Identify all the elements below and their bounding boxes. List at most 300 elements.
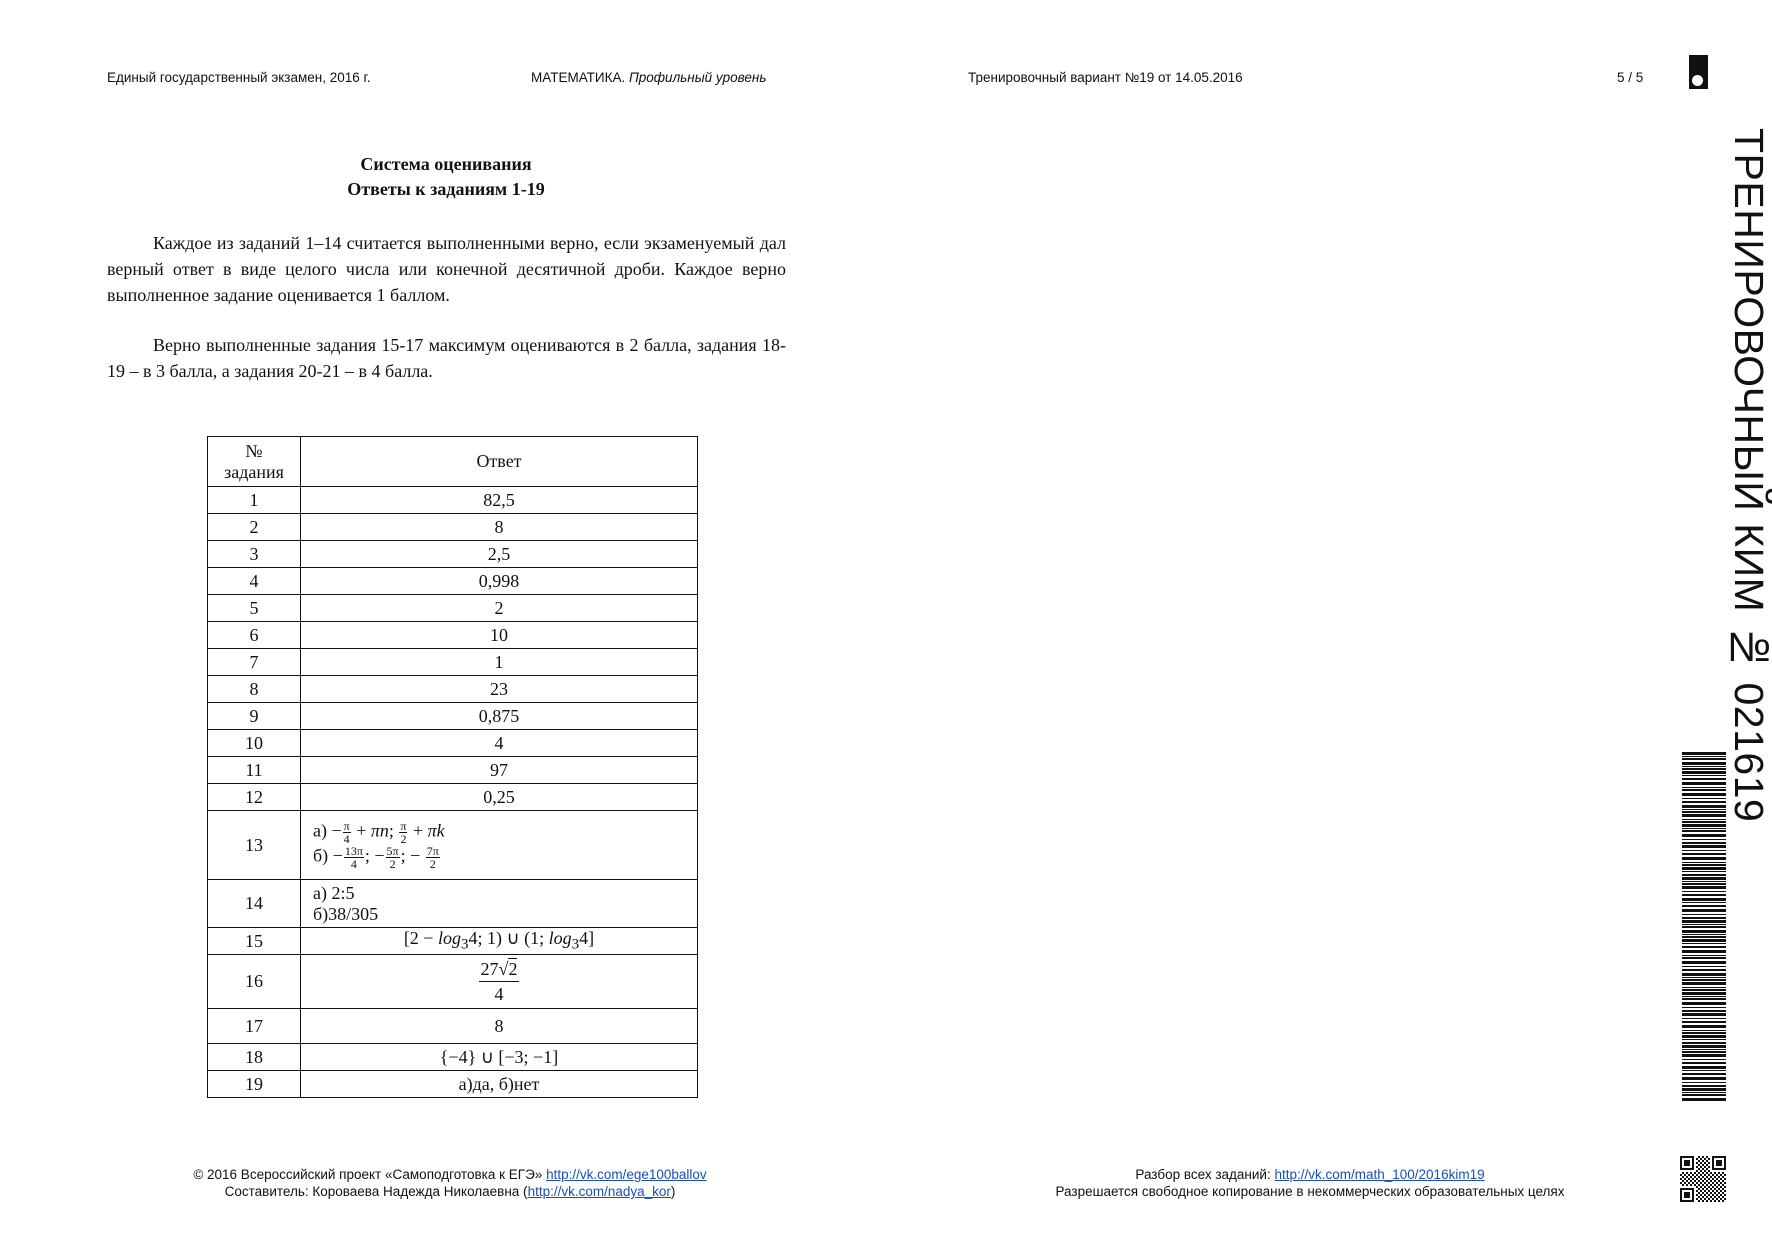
- qr-module: [1706, 1168, 1708, 1170]
- qr-module: [1692, 1182, 1694, 1184]
- qr-module: [1708, 1162, 1710, 1164]
- barcode-bar: [1682, 1030, 1726, 1031]
- qr-module: [1724, 1182, 1726, 1184]
- barcode-bar: [1682, 894, 1726, 896]
- barcode-bar: [1682, 850, 1726, 851]
- barcode-bar: [1682, 1088, 1726, 1091]
- qr-module: [1702, 1168, 1704, 1170]
- barcode-bar: [1682, 909, 1726, 912]
- qr-module: [1722, 1180, 1724, 1182]
- qr-module: [1712, 1190, 1714, 1192]
- task-answer: 8: [301, 1009, 698, 1044]
- header-variant: Тренировочный вариант №19 от 14.05.2016: [968, 70, 1243, 85]
- task-answer: [$2 - \log_34$; 1) ∪ (1; $\log_34$]: [301, 928, 698, 955]
- qr-module: [1702, 1184, 1704, 1186]
- barcode-bar: [1682, 934, 1726, 935]
- qr-module: [1682, 1172, 1684, 1174]
- task-number: 5: [208, 595, 301, 622]
- barcode-bar: [1682, 1059, 1726, 1060]
- barcode-bar: [1682, 809, 1726, 810]
- page-title: Система оценивания: [360, 154, 532, 174]
- qr-module: [1702, 1196, 1704, 1198]
- barcode-bar: [1682, 798, 1726, 799]
- table-row-14: [208, 880, 698, 928]
- barcode-bar: [1682, 950, 1726, 953]
- qr-module: [1694, 1180, 1696, 1182]
- barcode-bar: [1682, 782, 1726, 785]
- barcode-bar: [1682, 917, 1726, 919]
- qr-module: [1698, 1192, 1700, 1194]
- table-row-6: [208, 622, 698, 649]
- barcode-bar: [1682, 871, 1726, 872]
- qr-module: [1706, 1192, 1708, 1194]
- page-number: 5 / 5: [1617, 70, 1644, 85]
- qr-module: [1704, 1166, 1706, 1168]
- barcode-bar: [1682, 891, 1726, 892]
- qr-module: [1698, 1180, 1700, 1182]
- qr-module: [1708, 1190, 1710, 1192]
- barcode-bar: [1682, 936, 1726, 938]
- qr-module: [1722, 1176, 1724, 1178]
- barcode-bar: [1682, 1021, 1726, 1023]
- task-answer: 2,5: [301, 541, 698, 568]
- qr-module: [1712, 1182, 1714, 1184]
- barcode-bar: [1682, 930, 1726, 933]
- task-number: 3: [208, 541, 301, 568]
- author-link[interactable]: http://vk.com/nadya_kor: [527, 1184, 671, 1199]
- qr-module: [1708, 1182, 1710, 1184]
- barcode-bar: [1682, 756, 1726, 757]
- qr-module: [1702, 1156, 1704, 1158]
- qr-module: [1706, 1184, 1708, 1186]
- qr-module: [1704, 1182, 1706, 1184]
- table-row-8: [208, 676, 698, 703]
- page-subtitle: Ответы к заданиям 1-19: [347, 179, 545, 199]
- qr-module: [1686, 1172, 1688, 1174]
- footer-author: [150, 1184, 750, 1199]
- qr-module: [1714, 1188, 1716, 1190]
- barcode-bar: [1682, 886, 1726, 889]
- answer-14b: б)38/305: [313, 903, 379, 924]
- barcode-bar: [1682, 1082, 1726, 1083]
- qr-module: [1708, 1194, 1710, 1196]
- qr-module: [1710, 1180, 1712, 1182]
- barcode-bar: [1682, 957, 1726, 959]
- barcode-bar: [1682, 762, 1726, 765]
- qr-module: [1710, 1184, 1712, 1186]
- qr-module: [1696, 1166, 1698, 1168]
- barcode-bar: [1682, 775, 1726, 776]
- table-row-3: [208, 541, 698, 568]
- qr-module: [1712, 1198, 1714, 1200]
- qr-module: [1698, 1200, 1700, 1202]
- task-answer: 0,25: [301, 784, 698, 811]
- qr-module: [1716, 1190, 1718, 1192]
- task-number: 4: [208, 568, 301, 595]
- answer-14a: а) 2:5: [313, 882, 355, 903]
- qr-module: [1682, 1176, 1684, 1178]
- qr-module: [1710, 1176, 1712, 1178]
- barcode-bar: [1682, 1018, 1726, 1019]
- qr-module: [1702, 1172, 1704, 1174]
- qr-module: [1706, 1172, 1708, 1174]
- qr-module: [1700, 1190, 1702, 1192]
- table-row-16: [208, 955, 698, 1009]
- qr-module: [1684, 1182, 1686, 1184]
- barcode-bar: [1682, 766, 1726, 767]
- barcode-bar: [1682, 1054, 1726, 1057]
- barcode-bar: [1682, 839, 1726, 840]
- footer-copyright: [150, 1167, 750, 1182]
- task-answer: 10: [301, 622, 698, 649]
- qr-module: [1682, 1184, 1684, 1186]
- barcode-bar: [1682, 979, 1726, 981]
- qr-module: [1704, 1194, 1706, 1196]
- qr-module: [1690, 1176, 1692, 1178]
- qr-module: [1688, 1178, 1690, 1180]
- qr-module: [1702, 1200, 1704, 1202]
- qr-module: [1714, 1196, 1716, 1198]
- qr-module: [1704, 1190, 1706, 1192]
- barcode-icon: [1682, 752, 1726, 1102]
- qr-module: [1700, 1162, 1702, 1164]
- task-answer: 4: [301, 730, 698, 757]
- qr-module: [1710, 1196, 1712, 1198]
- footer-analysis: [1000, 1167, 1620, 1182]
- qr-module: [1712, 1174, 1714, 1176]
- qr-module: [1718, 1180, 1720, 1182]
- table-row-4: [208, 568, 698, 595]
- barcode-bar: [1682, 1042, 1726, 1044]
- qr-module: [1702, 1188, 1704, 1190]
- qr-module: [1698, 1164, 1700, 1166]
- qr-module: [1686, 1176, 1688, 1178]
- barcode-bar: [1682, 926, 1726, 928]
- qr-module: [1718, 1176, 1720, 1178]
- answer-13b: б) − $\frac{13\pi}{4}$ ; − $\frac{5\pi}{2}$ ; − $\frac{7\pi}{2}$: [313, 844, 439, 871]
- barcode-bar: [1682, 811, 1726, 813]
- barcode-bar: [1682, 883, 1726, 885]
- barcode-bar: [1682, 920, 1726, 923]
- barcode-bar: [1682, 787, 1726, 788]
- task-number: 14: [208, 880, 301, 928]
- author-text: Составитель: Короваева Надежда Николаевна (: [224, 1184, 528, 1199]
- qr-finder: [1716, 1160, 1722, 1166]
- qr-module: [1696, 1162, 1698, 1164]
- table-row-1: [208, 487, 698, 514]
- qr-module: [1708, 1166, 1710, 1168]
- barcode-bar: [1682, 824, 1726, 827]
- barcode-bar: [1682, 814, 1726, 817]
- barcode-bar: [1682, 842, 1726, 844]
- qr-module: [1692, 1174, 1694, 1176]
- barcode-bar: [1682, 905, 1726, 907]
- barcode-bar: [1682, 1085, 1726, 1087]
- qr-module: [1710, 1188, 1712, 1190]
- qr-module: [1698, 1176, 1700, 1178]
- barcode-bar: [1682, 819, 1726, 820]
- qr-module: [1718, 1200, 1720, 1202]
- qr-module: [1714, 1200, 1716, 1202]
- qr-module: [1712, 1178, 1714, 1180]
- qr-module: [1706, 1200, 1708, 1202]
- task-number: 11: [208, 757, 301, 784]
- qr-module: [1696, 1194, 1698, 1196]
- qr-module: [1720, 1178, 1722, 1180]
- qr-module: [1704, 1162, 1706, 1164]
- barcode-bar: [1682, 864, 1726, 866]
- task-answer: 0,998: [301, 568, 698, 595]
- qr-module: [1706, 1160, 1708, 1162]
- task-answer: а)да, б)нет: [301, 1071, 698, 1098]
- barcode-bar: [1682, 793, 1726, 796]
- table-row-13: [208, 811, 698, 880]
- table-row-5: [208, 595, 698, 622]
- qr-module: [1716, 1182, 1718, 1184]
- qr-module: [1696, 1182, 1698, 1184]
- task-number: 9: [208, 703, 301, 730]
- qr-finder: [1684, 1192, 1690, 1198]
- qr-module: [1722, 1188, 1724, 1190]
- barcode-bar: [1682, 805, 1726, 808]
- barcode-bar: [1682, 943, 1726, 944]
- qr-module: [1712, 1194, 1714, 1196]
- table-row-7: [208, 649, 698, 676]
- qr-module: [1694, 1176, 1696, 1178]
- table-row-18: [208, 1044, 698, 1071]
- qr-module: [1700, 1170, 1702, 1172]
- qr-module: [1716, 1186, 1718, 1188]
- qr-module: [1708, 1186, 1710, 1188]
- qr-module: [1696, 1174, 1698, 1176]
- paragraph-2-text: Верно выполненные задания 15-17 максимум оцениваются в 2 балла, задания 18-19 – в 3 балла, а задания 20-21 – в 4 балла.: [107, 335, 786, 381]
- qr-module: [1698, 1188, 1700, 1190]
- task-answer: $\frac{27√2}{4}$: [301, 955, 698, 1009]
- barcode-bar: [1682, 1051, 1726, 1053]
- barcode-bar: [1682, 992, 1726, 995]
- task-number: 2: [208, 514, 301, 541]
- barcode-bar: [1682, 1062, 1726, 1064]
- table-row-19: [208, 1071, 698, 1098]
- author-suffix: ): [670, 1184, 676, 1199]
- barcode-bar: [1682, 1077, 1726, 1080]
- qr-module: [1708, 1170, 1710, 1172]
- barcode-bar: [1682, 982, 1726, 985]
- barcode-bar: [1682, 1070, 1726, 1071]
- qr-module: [1718, 1184, 1720, 1186]
- barcode-bar: [1682, 801, 1726, 803]
- logo-icon: [1689, 55, 1715, 89]
- qr-module: [1698, 1196, 1700, 1198]
- qr-module: [1724, 1198, 1726, 1200]
- header-subject: [531, 70, 766, 85]
- barcode-bar: [1682, 834, 1726, 837]
- task-answer: 2: [301, 595, 698, 622]
- qr-module: [1722, 1172, 1724, 1174]
- barcode-bar: [1682, 789, 1726, 791]
- task-number: 15: [208, 928, 301, 955]
- barcode-bar: [1682, 862, 1726, 863]
- answer-13a: а) − $\frac{\pi}{4}$ + πn; $\frac{\pi}{2}$ + πk: [313, 819, 445, 846]
- barcode-bar: [1682, 1013, 1726, 1016]
- qr-module: [1680, 1178, 1682, 1180]
- qr-module: [1682, 1180, 1684, 1182]
- qr-module: [1720, 1182, 1722, 1184]
- barcode-bar: [1682, 1092, 1726, 1093]
- barcode-bar: [1682, 821, 1726, 823]
- qr-module: [1690, 1172, 1692, 1174]
- task-answer: 0,875: [301, 703, 698, 730]
- qr-module: [1724, 1194, 1726, 1196]
- barcode-bar: [1682, 771, 1726, 774]
- qr-module: [1722, 1200, 1724, 1202]
- barcode-bar: [1682, 998, 1726, 1000]
- qr-module: [1694, 1184, 1696, 1186]
- qr-module: [1714, 1172, 1716, 1174]
- task-number: 7: [208, 649, 301, 676]
- task-answer: [301, 811, 698, 880]
- intro-paragraph-2: [107, 332, 786, 384]
- barcode-bar: [1682, 973, 1726, 976]
- task-answer: 23: [301, 676, 698, 703]
- qr-module: [1696, 1158, 1698, 1160]
- qr-module: [1680, 1182, 1682, 1184]
- qr-module: [1708, 1158, 1710, 1160]
- qr-module: [1722, 1184, 1724, 1186]
- table-header-row: [208, 437, 698, 487]
- qr-module: [1716, 1198, 1718, 1200]
- barcode-bar: [1682, 1045, 1726, 1048]
- qr-module: [1700, 1174, 1702, 1176]
- qr-module: [1724, 1186, 1726, 1188]
- qr-module: [1708, 1178, 1710, 1180]
- qr-module: [1712, 1186, 1714, 1188]
- answers-table: [207, 436, 698, 1098]
- qr-module: [1698, 1160, 1700, 1162]
- qr-module: [1696, 1190, 1698, 1192]
- qr-module: [1700, 1194, 1702, 1196]
- qr-module: [1696, 1170, 1698, 1172]
- barcode-bar: [1682, 1007, 1726, 1008]
- qr-module: [1694, 1172, 1696, 1174]
- task-number: 17: [208, 1009, 301, 1044]
- barcode-bar: [1682, 946, 1726, 948]
- table-row-9: [208, 703, 698, 730]
- barcode-bar: [1682, 1073, 1726, 1075]
- col-num-header: [208, 437, 301, 487]
- qr-finder: [1684, 1160, 1690, 1166]
- table-row-17: [208, 1009, 698, 1044]
- barcode-bar: [1682, 828, 1726, 829]
- barcode-bar: [1682, 966, 1726, 967]
- task-answer: [301, 880, 698, 928]
- barcode-bar: [1682, 969, 1726, 971]
- barcode-bar: [1682, 1032, 1726, 1034]
- qr-module: [1706, 1180, 1708, 1182]
- table-row-10: [208, 730, 698, 757]
- qr-module: [1700, 1178, 1702, 1180]
- qr-module: [1686, 1184, 1688, 1186]
- qr-module: [1686, 1180, 1688, 1182]
- barcode-bar: [1682, 881, 1726, 882]
- task-number: 1: [208, 487, 301, 514]
- barcode-bar: [1682, 830, 1726, 832]
- barcode-bar: [1682, 955, 1726, 956]
- paragraph-1-text: Каждое из заданий 1–14 считается выполненными верно, если экзаменуемый дал верный ответ в виде целого числа или конечной десятичной дроби. Каждое верно выполненное задание оценивается 1 баллом.: [107, 233, 786, 305]
- task-number: 12: [208, 784, 301, 811]
- qr-module: [1716, 1174, 1718, 1176]
- barcode-bar: [1682, 845, 1726, 848]
- qr-module: [1696, 1186, 1698, 1188]
- analysis-text: Разбор всех заданий:: [1135, 1167, 1271, 1182]
- project-link[interactable]: http://vk.com/ege100ballov: [546, 1167, 707, 1182]
- analysis-link[interactable]: http://vk.com/math_100/2016kim19: [1274, 1167, 1485, 1182]
- qr-module: [1722, 1192, 1724, 1194]
- barcode-bar: [1682, 1049, 1726, 1050]
- barcode-bar: [1682, 1025, 1726, 1028]
- barcode-bar: [1682, 914, 1726, 915]
- footer-license: Разрешается свободное копирование в некоммерческих образовательных целях: [1055, 1184, 1565, 1199]
- task-answer: 82,5: [301, 487, 698, 514]
- barcode-bar: [1682, 1010, 1726, 1012]
- qr-module: [1708, 1174, 1710, 1176]
- barcode-bar: [1682, 996, 1726, 997]
- qr-module: [1700, 1186, 1702, 1188]
- barcode-bar: [1682, 853, 1726, 855]
- qr-module: [1688, 1174, 1690, 1176]
- col-answer-header: Ответ: [301, 437, 698, 487]
- barcode-bar: [1682, 1002, 1726, 1005]
- barcode-bar: [1682, 752, 1726, 755]
- qr-module: [1704, 1174, 1706, 1176]
- barcode-bar: [1682, 961, 1726, 964]
- qr-module: [1720, 1186, 1722, 1188]
- barcode-bar: [1682, 778, 1726, 780]
- side-kim-label: ТРЕНИРОВОЧНЫЙ КИМ № 021619: [1726, 128, 1772, 823]
- qr-module: [1716, 1194, 1718, 1196]
- qr-module: [1696, 1178, 1698, 1180]
- barcode-bar: [1682, 924, 1726, 925]
- qr-code-icon: [1680, 1156, 1726, 1202]
- task-number: 18: [208, 1044, 301, 1071]
- qr-module: [1718, 1192, 1720, 1194]
- qr-module: [1706, 1164, 1708, 1166]
- qr-module: [1722, 1196, 1724, 1198]
- qr-module: [1698, 1184, 1700, 1186]
- table-row-11: [208, 757, 698, 784]
- qr-module: [1706, 1188, 1708, 1190]
- qr-module: [1692, 1178, 1694, 1180]
- barcode-bar: [1682, 874, 1726, 876]
- task-answer: 1: [301, 649, 698, 676]
- qr-module: [1684, 1178, 1686, 1180]
- qr-module: [1684, 1174, 1686, 1176]
- qr-module: [1716, 1178, 1718, 1180]
- header-level: Профильный уровень: [628, 70, 767, 85]
- table-row-12: [208, 784, 698, 811]
- task-number: 10: [208, 730, 301, 757]
- qr-module: [1704, 1198, 1706, 1200]
- qr-module: [1704, 1170, 1706, 1172]
- copyright-text: © 2016 Всероссийский проект «Самоподготовка к ЕГЭ»: [193, 1167, 543, 1182]
- qr-module: [1700, 1182, 1702, 1184]
- task-number: 8: [208, 676, 301, 703]
- qr-module: [1704, 1158, 1706, 1160]
- barcode-bar: [1682, 977, 1726, 978]
- qr-module: [1714, 1176, 1716, 1178]
- barcode-bar: [1682, 1039, 1726, 1040]
- qr-module: [1724, 1178, 1726, 1180]
